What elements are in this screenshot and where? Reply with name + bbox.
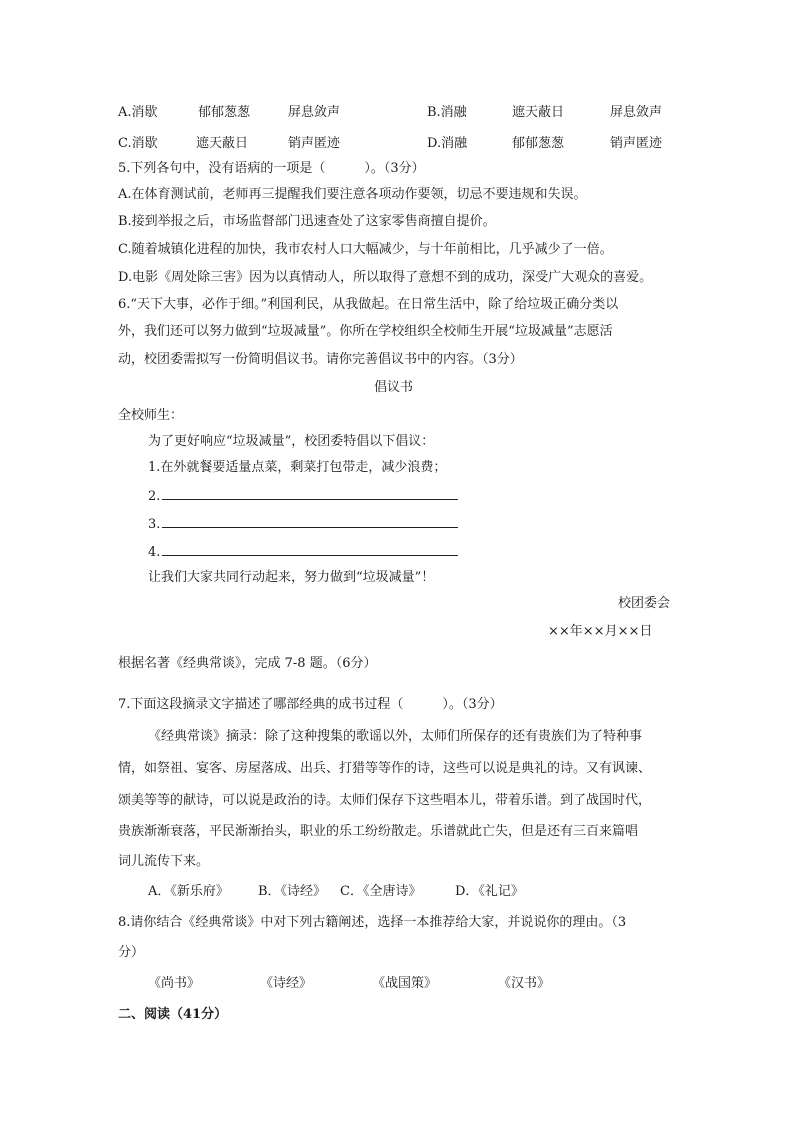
- q7-option-b: B．《诗经》: [258, 884, 327, 899]
- proposal-item-2-number: 2.: [148, 489, 161, 504]
- q4-option-d-word2: 销声匿迹: [610, 136, 663, 151]
- q4-option-c-label: C.消歇: [118, 136, 158, 151]
- q6-line-2: 外，我们还可以努力做到“垃圾减量”。你所在学校组织全校师生开展“垃圾减量”志愿活: [118, 324, 613, 339]
- proposal-item-4-number: 4.: [148, 545, 161, 560]
- proposal-item-1: 1.在外就餐要适量点菜，剩菜打包带走，减少浪费；: [148, 460, 447, 475]
- proposal-item-3: [148, 513, 458, 535]
- proposal-item-2: [148, 485, 458, 507]
- proposal-date: ××年××月××日: [548, 624, 653, 639]
- q7-passage-line-5: 词儿流传下来。: [118, 854, 210, 869]
- proposal-closing: 让我们大家共同行动起来，努力做到“垃圾减量”！: [148, 570, 435, 585]
- q7-passage-line-1: 《经典常谈》摘录：除了这种搜集的歌谣以外，太师们所保存的还有贵族们为了特种事: [148, 729, 643, 744]
- q6-line-3: 动，校团委需拟写一份简明倡议书。请你完善倡议书中的内容。（3分）: [118, 352, 523, 367]
- q4-option-d-label: D.消融: [427, 136, 468, 151]
- q4-option-a-label: A.消歇: [118, 105, 158, 120]
- proposal-intro: 为了更好响应“垃圾减量”，校团委特倡以下倡议：: [148, 434, 435, 449]
- section-intro-7-8: 根据名著《经典常谈》，完成 7-8 题。（6分）: [118, 656, 377, 671]
- q8-book-3: 《战国策》: [372, 976, 438, 991]
- q7-passage-line-4: 贵族渐渐衰落，平民渐渐抬头，职业的乐工纷纷散走。乐谱就此亡失，但是还有三百来篇唱: [118, 824, 639, 839]
- q7-option-d: D．《礼记》: [455, 884, 524, 899]
- q5-option-a: A.在体育测试前，老师再三提醒我们要注意各项动作要领，切忌不要违规和失误。: [118, 187, 587, 202]
- proposal-item-4: [148, 541, 458, 563]
- q7-option-a: A．《新乐府》: [148, 884, 229, 899]
- proposal-item-3-blank[interactable]: [162, 513, 458, 528]
- q8-book-1: 《尚书》: [148, 976, 201, 991]
- q4-option-b-word1: 遮天蔽日: [512, 105, 565, 120]
- q4-option-a-word2: 屏息敛声: [288, 105, 341, 120]
- q8-stem-line-2: 分）: [118, 945, 145, 960]
- q5-stem: 5.下列各句中，没有语病的一项是（ ）。（3分）: [118, 161, 425, 176]
- q7-passage-line-3: 颂美等等的献诗，可以说是政治的诗。太师们保存下这些唱本儿，带着乐谱。到了战国时代，: [118, 793, 652, 808]
- q8-book-4: 《汉书》: [498, 976, 551, 991]
- q7-option-c: C．《全唐诗》: [340, 884, 422, 899]
- q4-option-d-word1: 郁郁葱葱: [512, 136, 565, 151]
- q4-option-b-label: B.消融: [427, 105, 467, 120]
- proposal-salutation: 全校师生：: [118, 408, 184, 423]
- proposal-title: 倡议书: [374, 380, 414, 395]
- q7-passage-line-2: 情，如祭祖、宴客、房屋落成、出兵、打猎等等作的诗，这些可以说是典礼的诗。又有讽谏、: [118, 761, 652, 776]
- section-2-heading: 二、阅读（41分）: [118, 1007, 228, 1022]
- q5-option-d: D.电影《周处除三害》因为以真情动人，所以取得了意想不到的成功，深受广大观众的喜爱。: [118, 270, 653, 285]
- q8-book-2: 《诗经》: [260, 976, 313, 991]
- q4-option-b-word2: 屏息敛声: [610, 105, 663, 120]
- q6-line-1: 6.“天下大事，必作于细。”利国利民，从我做起。在日常生活中，除了给垃圾正确分类以: [118, 297, 619, 312]
- q7-stem: 7.下面这段摘录文字描述了哪部经典的成书过程（ ）。（3分）: [118, 697, 503, 712]
- q4-option-c-word1: 遮天蔽日: [196, 136, 249, 151]
- q8-stem-line-1: 8.请你结合《经典常谈》中对下列古籍阐述，选择一本推荐给大家，并说说你的理由。（3: [118, 915, 627, 930]
- proposal-item-2-blank[interactable]: [162, 485, 458, 500]
- proposal-signature: 校团委会: [618, 596, 671, 611]
- q4-option-a-word1: 郁郁葱葱: [198, 105, 251, 120]
- q5-option-b: B.接到举报之后，市场监督部门迅速查处了这家零售商擅自提价。: [118, 214, 496, 229]
- q4-option-c-word2: 销声匿迹: [288, 136, 341, 151]
- q5-option-c: C.随着城镇化进程的加快，我市农村人口大幅减少，与十年前相比，几乎减少了一倍。: [118, 242, 613, 257]
- proposal-item-4-blank[interactable]: [162, 541, 458, 556]
- proposal-item-3-number: 3.: [148, 517, 161, 532]
